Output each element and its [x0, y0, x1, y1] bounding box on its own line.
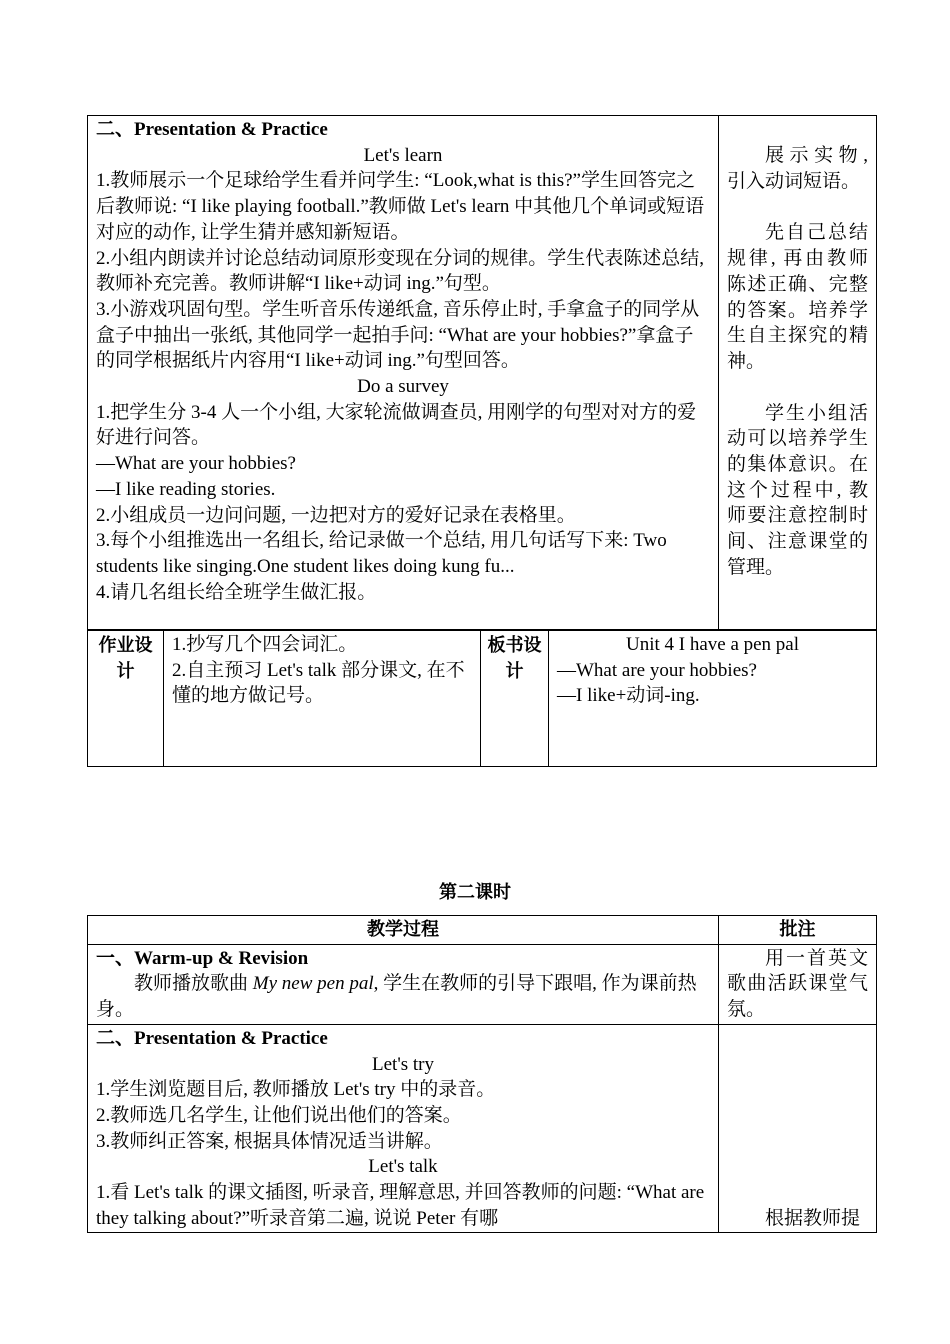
column-header-process: 教学过程 — [88, 916, 719, 945]
homework-cell — [164, 631, 481, 767]
process-cell — [88, 116, 719, 630]
board-label: 板书设计 — [481, 631, 549, 767]
board-cell — [549, 631, 877, 767]
note-text: 用一首英文歌曲活跃课堂气氛。 — [727, 947, 868, 1021]
homework-item: 2.自主预习 Let's talk 部分课文, 在不懂的地方做记号。 — [172, 659, 465, 707]
warmup-text — [96, 971, 710, 1022]
section-title: 一、Warm-up & Revision — [96, 947, 309, 969]
homework-board-table — [87, 630, 877, 767]
survey-item: 2.小组成员一边问问题, 一边把对方的爱好记录在表格里。 — [96, 504, 576, 526]
board-title: Unit 4 I have a pen pal — [625, 634, 800, 655]
survey-item: 1.把学生分 3-4 人一个小组, 大家轮流做调查员, 用刚学的句型对对方的爱好进行问答。 — [96, 401, 697, 449]
lets-learn-item: 2.小组内朗读并讨论总结动词原形变现在分词的规律。学生代表陈述总结, 教师补充完善。教师讲解“I like+动词 ing.”句型。 — [96, 247, 705, 295]
warmup-note-cell — [719, 944, 877, 1024]
lets-try-item: 3.教师纠正答案, 根据具体情况适当讲解。 — [96, 1130, 443, 1152]
lesson1-main-row — [88, 116, 877, 630]
song-title: My new pen pal — [252, 973, 374, 995]
homework-label: 作业设计 — [88, 631, 164, 767]
lesson1-table — [87, 115, 877, 630]
note-text: 展示实物, 引入动词短语。 — [727, 145, 868, 192]
lets-talk-heading: Let's talk — [368, 1156, 438, 1178]
section-title: 二、Presentation & Practice — [96, 1027, 328, 1049]
warmup-text-post: , 学生在教师的引导下跟唱, 作为课前热身。 — [96, 973, 697, 1021]
homework-item: 1.抄写几个四会词汇。 — [172, 634, 358, 655]
section-title: 二、Presentation & Practice — [96, 119, 328, 140]
survey-item: 4.请几名组长给全班学生做汇报。 — [96, 581, 377, 603]
lets-learn-item: 1.教师展示一个足球给学生看并问学生: “Look,what is this?”学生回答完之后教师说: “I like playing football.”教师做 Let's learn 中其他几个单词或短语对应的动作, 让学生猜并感知新短语。 — [96, 170, 705, 243]
column-header-notes: 批注 — [719, 916, 877, 945]
lesson2-title: 第二课时 — [439, 882, 511, 903]
lets-learn-item: 3.小游戏巩固句型。学生听音乐传递纸盒, 音乐停止时, 手拿盒子的同学从盒子中抽出一张纸, 其他同学一起拍手问: “What are your hobbies?”拿盒子的同学根据纸片内容用“I like+动词 ing.”句型回答。 — [96, 298, 700, 372]
warmup-cell — [88, 944, 719, 1024]
presentation-cell — [88, 1024, 719, 1233]
lets-try-item: 1.学生浏览题目后, 教师播放 Let's try 中的录音。 — [96, 1079, 496, 1101]
survey-heading: Do a survey — [357, 376, 449, 398]
survey-dialog-line: —What are your hobbies? — [96, 453, 296, 475]
lets-learn-heading: Let's learn — [363, 144, 443, 166]
presentation-note-cell — [719, 1024, 877, 1233]
notes-cell — [719, 116, 877, 630]
lets-try-heading: Let's try — [372, 1053, 434, 1075]
lets-try-item: 2.教师选几名学生, 让他们说出他们的答案。 — [96, 1104, 462, 1126]
survey-item: 3.每个小组推选出一名组长, 给记录做一个总结, 用几句话写下来: Two students like singing.One student likes doing kung fu... — [96, 530, 667, 577]
note-text: 先自己总结规律, 再由教师陈述正确、完整的答案。培养学生自主探究的精神。 — [727, 222, 868, 372]
board-line: —What are your hobbies? — [557, 659, 757, 681]
survey-dialog-line: —I like reading stories. — [96, 478, 276, 500]
board-line: —I like+动词-ing. — [557, 685, 700, 707]
lesson2-table — [87, 915, 877, 1233]
lets-talk-item: 1.看 Let's talk 的课文插图, 听录音, 理解意思, 并回答教师的问题: “What are they talking about?”听录音第二遍, 说说 Peter 有哪 — [96, 1182, 705, 1229]
note-text: 根据教师提 — [765, 1207, 861, 1229]
note-text: 学生小组活动可以培养学生的集体意识。在这个过程中, 教师要注意控制时间、注意课堂的管理。 — [727, 402, 868, 578]
warmup-text-pre: 教师播放歌曲 — [134, 973, 253, 995]
